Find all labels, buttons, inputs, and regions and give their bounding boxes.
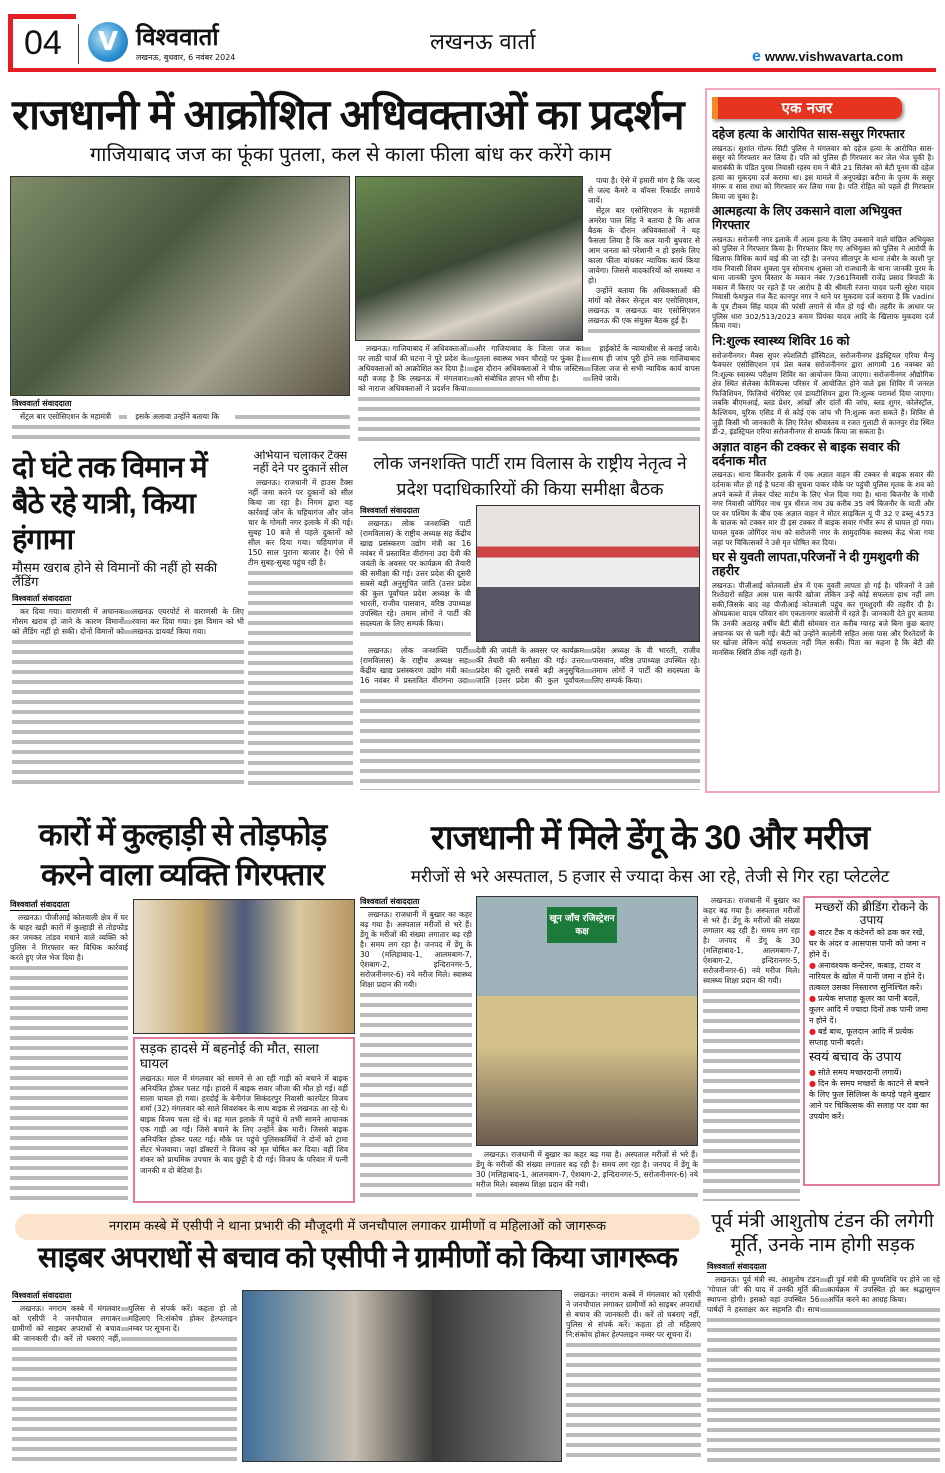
dengue-body: लखनऊ। राजधानी में बुखार का कहर बढ़ गया है। अस्पताल मरीजों से भरे हैं। डेंगू के मरीजों की संख्या लगातार बढ़ रही है। समय लग रहा है। जनपद में डेंगू के 30 (मलिहाबाद-1, आलमबाग-7, ऐशबाग-2, इन्दिरानगर-5, सरोजनीनगर-6) नये मरीज मिले। स्वास्थ्य शिक्षा प्रदान की गयी। [360,910,472,1201]
brand-name: विश्ववार्ता [136,23,219,51]
self-protection-title: स्वयं बचाव के उपाय [809,1049,902,1065]
jan-chaupal-photo [242,1290,562,1462]
ek-nazar-list [712,124,934,789]
dengue-story [360,896,472,1201]
dengue-subheadline: मरीजों से भरे अस्पताल, 5 हजार से ज्यादा केस आ रहे, तेजी से गिर रहा प्लेटलेट [410,867,890,886]
tip-item: ● वाटर टैंक व कंटेनरों को ढक कर रखें, घर के अंदर व आसपास पानी को जमा न होने दें। [809,927,934,960]
axe-body: लखनऊ। पीजीआई कोतवाली क्षेत्र में घर के बाहर खड़ी कारों में कुल्हाड़ी से तोड़फोड़ कर जमकर तांडव मचाने वाले व्यक्ति को पुलिस ने गिरफ्तार कर विधिक कार्रवाई करते हुए जेल भेज दिया है। [10,913,128,1203]
flight-headline: दो घंटे तक विमान में बैठे रहे यात्री, किया हंगामा [12,452,207,556]
ljp-body: लखनऊ। लोक जनशक्ति पार्टी (रामविलास) के राष्ट्रीय अध्यक्ष सह केंद्रीय खाद्य प्रसंस्करण उद्योग मंत्री का 16 नवंबर में प्रस्तावित वीरांगना उदा देवी की जयंती के अवसर पर कार्यक्रम की तैयारी की समीक्षा की गई। उत्तर प्रदेश की दूसरी सबसे बड़ी अनुसूचित जाति (उत्तर प्रदेश की कुल पूर्वांचल प्रदेश अध्यक्ष के वी भारती, राजीव पासवान, वरिष्ठ उपाध्यक्ष उपस्थित रहे। तमाम लोगों ने पार्टी की सदस्यता के लिए सम्पर्क किया। [360,519,471,642]
accident-box [133,1037,355,1203]
mosquito-tips-box [803,896,940,1186]
tax-story [248,450,353,785]
byline: विश्ववार्ता संवाददाता [360,506,420,515]
dengue-headline: राजधानी में मिले डेंगू के 30 और मरीज [430,819,870,857]
tips-list [809,927,934,1048]
news-brief: नि:शुल्क स्वास्थ्य शिविर 16 को सरोजनीनगर। मैक्स सुपर स्पेशलिटी हॉस्पिटल, सरोजनीनगर इंडस्ट्रियल एरिया मैन्यू फैक्चरर एसोसिएशन एवं प्रेस क्लब सरोजनीनगर द्वारा आगामी 16 नवम्बर को नि:शुल्क स्वास्थ्य परीक्षण शिविर का आयोजन किया जाएगा। सरोजनीनगर औद्योगिक क्षेत्र स्थित सेलेक्स केमिकल्स परिसर में आयोजित होने वाले इस शिविर में जनरल फिजिशियन, फिजियो थेरेपिस्ट एवं डायटीशियन द्वारा नि:शुल्क परामर्श दिया जाएगा। जबकि बीएमआई, ब्लड प्रेशर, आंखों और दांतों की जांच, ब्लड शुगर, कोलेस्ट्रॉल, कैल्शियम, यूरिक एसिड में से कोई एक जांच भी नि:शुल्क करा सकते हैं। शिविर से जुड़ी किसी भी जानकारी के लिए रितेश श्रीवास्तव व रजत गुलाटी से कानपुर रोड स्थित डी-2, इंडस्ट्रियल एरिया सरोजनीनगर से सम्पर्क किया जा सकता है। [712,333,934,437]
website-link[interactable] [752,48,903,66]
tip-item: ● दिन के समय मच्छरों के काटने से बचने के लिए फुल सिलिव्स के कपड़े पहने बुखार आने पर चिकित्सक की सलाह पर दवा का उपयोग करें। [809,1078,934,1122]
tip-item: ● अनावश्यक कन्टेनर, कबाड़, टायर व नारियल के खोल में पानी जमा न होने दें। तत्काल उसका निस्तारण सुनिश्चित करें। [809,960,934,993]
dateline: लखनऊ, बुधवार, 6 नवंबर 2024 [136,53,236,62]
registration-sign: खून जाँच रजिस्ट्रेशन कक्ष [547,907,617,943]
tandon-story [705,1210,940,1465]
lawyer-portrait-photo [355,176,583,341]
axe-headline: कारों में कुल्हाड़ी से तोड़फोड़ करने वाला व्यक्ति गिरफ्तार [38,817,327,892]
accident-headline: सड़क हादसे में बहनोई की मौत, साला घायल [140,1041,319,1071]
ljp-story [360,450,700,790]
news-brief: दहेज हत्या के आरोपित सास-ससुर गिरफ्तार लखनऊ। सुशांत गोल्फ सिटी पुलिस ने मंगलवार को दहेज हत्या के आरोपित सास- ससुर को गिरफ्तार कर लिया है। पति को पुलिस ही गिरफ्तार कर जेल भेज चुकी है। बाराबंकी के पंडित पुरवा निवासी रहस्य राम ने बीते 21 सितंबर को बेटी पूनम की दहेज हत्या का मुकदमा दर्ज कराया था। इस मामले में अनूपखेड़ा बरौना के पूनम के ससुर मंगरू व सास राधा को गिरफ्तार कर लिया गया है। पति रोहित को पहले ही गिरफ्तार किया जा चुका है। [712,127,934,201]
byline: विश्ववार्ता संवाददाता [12,399,72,408]
lead-side-body: पाया है। ऐसे में हमारी मांग है कि जल्द से जल्द कैमरे व वॉयस रिकार्डर लगाये जायें। सेंट्रल बार एसोसिएशन के महामंत्री अमरेश पाल सिंह ने बताया है कि आज बैठक के दौरान अधिवक्ताओं ने यह फैसला लिया है कि कल यानी बुधवार से आम जनता को परेशानी न हो इसके लिए काला फीता बांधकर न्यायिक कार्य किया जायेगा। जिससे वादकारियों को समस्या न हो। उन्होंने बताया कि अधिवक्ताओं की मांगों को लेकर सेन्ट्रल बार एसोसिएशन, लखनऊ व लखनऊ बार एसोसिएशन लखनऊ की एक संयुक्त बैठक हुई है। [588,176,700,336]
tip-item: ● बर्ड बाथ, फूलदान आदि में प्रत्येक सप्ताह पानी बदलें। [809,1026,934,1048]
lead-body: लखनऊ। गाजियाबाद में अधिवक्ताओं पर लाठी चार्ज की घटना ने पूरे प्रदेश के अधिवक्ताओं को आक्रोशित कर दिया है। यही वजह है कि लखनऊ में मंगलवार को नाराज अधिवक्ताओं ने प्रदर्शन किया और गाजियाबाद के जिला जज का पुतला स्वास्थ्य भवन चौराहे पर फूंका है। इस दौरान अधिवक्ताओं ने चीफ जस्टिस को संबोधित ज्ञापन भी सौंपा है। हाईकोर्ट के न्यायाधीश से कराई जाये। साथ ही जांच पूरी होने तक गाजियाबाद जिला जज से सभी न्यायिक कार्य वापस लिये जायें। [358,344,700,446]
flight-story [12,450,244,785]
news-brief: आत्महत्या के लिए उकसाने वाला अभियुक्त गिरफ्तार लखनऊ। सरोजनी नगर इलाके में आत्म हत्या के लिए उकसाने वाले वांछित अभियुक्त को पुलिस ने गिरफ्तार किया है। गिरफ्तार किए गए अभियुक्त को पुलिस ने आरोपी के खिलाफ विधिक कार्य वाई की जा रही है। जनपद सीतापुर के थाना तंबौर के काशी पुर गांव निवासी शिवम शुक्ला पुत्र सोमनाथ शुक्ला जो राजधानी के थाना जानकी पुरम के थाना जानकी पुरम विस्तार के मकान नंबर 7/361निवासी राजेंद्र प्रसाद त्रिपाठी के मकान में किराए पर रहते हैं पर आरोप है की श्रीमती रंजना यादव पत्नी सुरेश यादव निवासी फेथफुल गंज कैंट कानपुर नगर ने थाने पर मुकदमा दर्ज कराया है कि vadini के पुत्र टीकम सिंह यादव की फांसी लगाने से मौत हो गई थी। तहरीर के आधार पर पुलिस धारा 302/513/2023 बनाम प्रियंका यादव आदि के खिलाफ मुकदमा दर्ज किया गया। [712,204,934,331]
ljp-headline: लोक जनशक्ति पार्टी राम विलास के राष्ट्रीय नेतृत्व ने प्रदेश पदाधिकारियों की किया समीक्षा बैठक [373,453,687,499]
lawyers-protest-photo [10,176,350,396]
byline: विश्ववार्ता संवाददाता [12,1291,72,1300]
tip-item: ● प्रत्येक सप्ताह कूलर का पानी बदलें, कूलर आदि में ज्यादा दिनों तक पानी जमा न होने दें। [809,993,934,1026]
cyber-story [12,1290,237,1462]
tax-headline: अभियान चलाकर टैक्स नहीं देने पर दुकानें सील [253,450,348,475]
website-url: www.vishwavarta.com [764,49,904,64]
accident-body: लखनऊ। माल में मंगलवार को सामने से आ रही गाड़ी को बचाने में बाइक अनियंत्रित होकर पलट गई। हादसे में बाइक सवार जीजा की मौत हो गई। वहीं साला घायल हो गया। हरदोई के बेनीगंज सिकंदरपुर निवासी कारपेंटर विजय शर्मा (32) मंगलवार को साले शिवशंकर के साथ बाइक से लखनऊ आ रहे थे। बाइक विजय चला रहे थे। वह माल इलाके में पहुंचे थे तभी सामने आचानक एक गाड़ी आ गई। जिसे बचाने के लिए उन्होंने ब्रेक मारी। जिससे बाइक अनियंत्रित होकर पलट गई। मौके पर पहुंचे पुलिसकर्मियों ने दोनों को ट्रामा सेंटर भेजवाया। जहां डॉक्टरों ने विजय को मृत घोषित कर दिया। वहीं शिव शंकर को प्राथमिक उपचार के बाद छुट्टी दे दी गई। विजय के परिवार में पत्नी जानकी व दो बेटियां है। [140,1073,348,1175]
lead-body-intro: सेंट्रल बार एसोसिएशन के महामंत्री इसके अलावा उन्होंने बताया कि [12,412,350,444]
news-brief: अज्ञात वाहन की टक्कर से बाइक सवार की दर्दनाक मौत लखनऊ। थाना बिजनौर इलाके में एक अज्ञात वाहन की टक्कर से बाइक सवार की दर्दनाक मौत हो गई है घटना की सूचना पाकर मौके पर पहुंची पुलिस मृतक के शव को अपने कब्जे में लेकर पोस्ट मार्टम के लिए भेज दिया गया है। थाना बिजनौर के गांधी नगर निवासी जोगिंदर नाथ पुत्र धीरज नाथ उम्र करीब 35 वर्ष बिजनौर के माती और पर वर पश्चिम के बीच एक अज्ञात वाहन ने मोटर साइकिल यू पी 32 ए डब्लू 4573 के चालक को टक्कर मार दी इस टक्कर में बाइक सवार गंभीर रूप से घायल हो गया। घायल युवक जोगिंदर नाथ को सरोजनी नगर के सामुदायिक स्वास्थ्य केंद्र भेजा गया जहां पर चिकित्सकों ने उसे मृत घोषित कर दिया। [712,439,934,547]
byline: विश्ववार्ता संवाददाता [10,900,70,909]
section-title: लखनऊ वार्ता [430,30,536,55]
ljp-body-continued: लखनऊ। लोक जनशक्ति पार्टी (रामविलास) के राष्ट्रीय अध्यक्ष सह केंद्रीय खाद्य प्रसंस्करण उद्योग मंत्री का 16 नवंबर में प्रस्तावित वीरांगना उदा देवी की जयंती के अवसर पर कार्यक्रम की तैयारी की समीक्षा की गई। उत्तर प्रदेश की दूसरी सबसे बड़ी अनुसूचित जाति (उत्तर प्रदेश की कुल पूर्वांचल प्रदेश अध्यक्ष के वी भारती, राजीव पासवान, वरिष्ठ उपाध्यक्ष उपस्थित रहे। तमाम लोगों ने पार्टी की सदस्यता के लिए सम्पर्क किया। [360,646,700,790]
arrest-photo [133,899,355,1034]
tax-body: लखनऊ। राजधानी में हाउस टैक्स नहीं जमा करने पर दुकानों को सील किया जा रहा है। निगम द्वारा यह कार्रवाई जोन के चहियागंज और जोन चार के गोमती नगर इलाके में की गई। सुबह 10 बजे से पहले दुकानों को सील कर दिया गया। चहियागंज में 150 साल पुराना बाजार है। ऐसे में टीम सुबह-सुबह पहुंच रही है। [248,478,353,785]
dengue-body-continued: लखनऊ। राजधानी में बुखार का कहर बढ़ गया है। अस्पताल मरीजों से भरे हैं। डेंगू के मरीजों की संख्या लगातार बढ़ रही है। समय लग रहा है। जनपद में डेंगू के 30 (मलिहाबाद-1, आलमबाग-7, ऐशबाग-2, इन्दिरानगर-5, सरोजनीनगर-6) नये मरीज मिले। स्वास्थ्य शिक्षा प्रदान की गयी। [476,1150,698,1200]
divider [78,24,79,64]
dengue-side-body: लखनऊ। राजधानी में बुखार का कहर बढ़ गया है। अस्पताल मरीजों से भरे हैं। डेंगू के मरीजों की संख्या लगातार बढ़ रही है। समय लग रहा है। जनपद में डेंगू के 30 (मलिहाबाद-1, आलमबाग-7, ऐशबाग-2, इन्दिरानगर-5, सरोजनीनगर-6) नये मरीज मिले। स्वास्थ्य शिक्षा प्रदान की गयी। [703,896,800,1201]
brand-logo: V [88,22,128,62]
lead-intro [12,398,350,444]
hospital-queue-photo [476,896,698,1146]
cyber-body-continued: लखनऊ। नगराम कस्बे में मंगलवार को एसीपी ने जनचौपाल लगाकर ग्रामीणों को साइबर अपराधों से बचाव की जानकारी दी। करें तो घबराएं नहीं, पुलिस से संपर्क करें। कहता हो तो महिलाएं नि:संकोच होकर हेल्पलाइन नम्बर पर सूचना दें। [566,1290,701,1460]
byline: विश्ववार्ता संवाददाता [707,1262,767,1271]
news-brief: घर से युवती लापता,परिजनों ने दी गुमशुदगी की तहरीर लखनऊ। पीजीआई कोतवाली क्षेत्र में एक युवती लापता हो गई है। परिजनों ने उसे रिश्तेदारों सहित आस पास काफी खोजा लेकिन उन्हें कोई सफलता हाथ नहीं लग सकी,जिसके बाद वह पीजीआई कोतवाली पहुंच कर गुमशुदगी की तहरीर दी है। ओमप्रकाश यादव परिवार संग एकतानगर कालोनी में रहते हैं। जानकारी देते हुए बताया कि उनकी अठारह वर्षीय बेटी बीती सोमवार रात करीब ग्यारह बजे बिना कुछ बताए अचानक घर से चली गई। बेटी को उन्होंने कालोनी सहित आस पास और रिश्तेदारों के घर खोजा लेकिन कोई सफलता नहीं मिल सकी। पिता का कहना है कि बेटी की मानसिक स्थिति ठीक नहीं रहती है। [712,550,934,657]
tip-item: ● सोते समय मच्छरदानी लगायें। [809,1067,934,1078]
cyber-kicker-banner: नगराम कस्बे में एसीपी ने थाना प्रभारी की मौजूदगी में जनचौपाल लगाकर ग्रामीणों व महिलाओं को जागरूक [15,1214,700,1240]
axe-story [10,815,355,1203]
byline: विश्ववार्ता संवाददाता [360,897,420,906]
tandon-body: लखनऊ। पूर्व मंत्री स्व. आशुतोष टंडन 'गोपाल जी' की याद में उनकी मूर्ति की स्थापना होगी। इसको वहां उपस्थित 56 पार्षदों ने हस्ताक्षर कर सहमति दी। साथ ही पूर्व मंत्री की पुण्यतिथि पर होने जा रहे कार्यक्रम में उपस्थित हो कर श्रद्धासुमन अर्पित करने का आग्रह किया। [707,1275,940,1465]
byline: विश्ववार्ता संवाददाता [12,593,72,603]
cyber-body: लखनऊ। नगराम कस्बे में मंगलवार को एसीपी ने जनचौपाल लगाकर ग्रामीणों को साइबर अपराधों से बचाव की जानकारी दी। करें तो घबराएं नहीं, पुलिस से संपर्क करें। कहता हो तो महिलाएं नि:संकोच होकर हेल्पलाइन नम्बर पर सूचना दें। [12,1304,237,1462]
tips-title: मच्छरों की ब्रीडिंग रोकने के उपाय [814,900,929,928]
page-number: 04 [24,24,62,62]
lead-subheadline: गाजियाबाद जज का फूंका पुतला, कल से काला फीला बांध कर करेंगे काम [90,144,612,166]
internet-explorer-icon: e [752,48,761,65]
lead-headline: राजधानी में आक्रोशित अधिवक्ताओं का प्रदर्शन [12,91,684,138]
tandon-headline: पूर्व मंत्री आशुतोष टंडन की लगेगी मूर्ति, उनके नाम होगी सड़क [711,1211,934,1256]
flight-subheadline: मौसम खराब होने से विमानों की नहीं हो सकी लैंडिंग [12,560,218,590]
self-protection-list [809,1067,934,1122]
ljp-meeting-photo [476,505,700,642]
cyber-headline: साइबर अपराधों से बचाव को एसीपी ने ग्रामीणों को किया जागरूक [37,1242,678,1274]
flight-body: कर दिया गया। वाराणसी में अचानक मौसम खराब हो जाने के कारण विमानों को लैंडिंग नहीं हो सकी। दोनों विमानों को लखनऊ एयरपोर्ट से वाराणसी के लिए रवाना कर दिया गया। इस विमान को भी लखनऊ डायवर्ट किया गया। [12,607,244,785]
ek-nazar-title: एक नजर [712,97,902,119]
